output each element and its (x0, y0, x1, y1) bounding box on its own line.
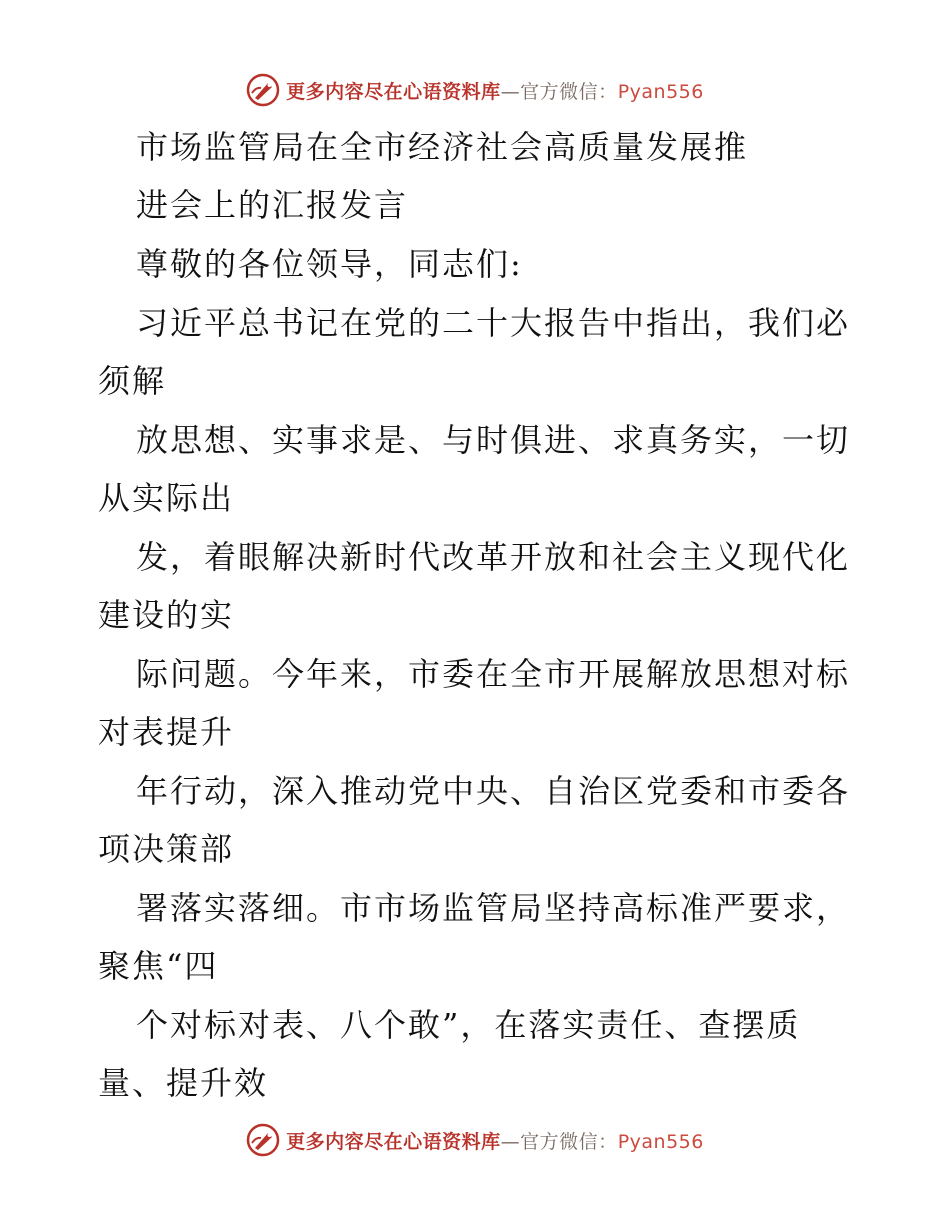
banner-dash: — (500, 80, 521, 103)
doc-paragraph-line: 从实际出 (98, 479, 235, 517)
doc-paragraph-line: 个对标对表、八个敢”，在落实责任、查摆质 (136, 1006, 801, 1044)
doc-paragraph-line: 年行动，深入推动党中央、自治区党委和市委各 (136, 772, 851, 810)
banner-main-text: 更多内容尽在心语资料库 (286, 80, 501, 103)
header-watermark-banner (0, 70, 950, 110)
doc-paragraph-line: 对表提升 (98, 713, 235, 751)
doc-salutation: 尊敬的各位领导，同志们: (136, 245, 523, 283)
pen-nib-logo-icon (246, 73, 280, 107)
doc-paragraph-line: 建设的实 (98, 596, 235, 634)
banner-main-text: 更多内容尽在心语资料库 (286, 1130, 501, 1153)
banner-dash: — (500, 1130, 521, 1153)
footer-watermark-banner (0, 1120, 950, 1160)
banner-official-label: 官方微信： (520, 1130, 618, 1153)
banner-wechat-id: Pyan556 (617, 1130, 704, 1153)
doc-title-line-1: 市场监管局在全市经济社会高质量发展推 (136, 128, 749, 166)
banner-text (286, 1127, 704, 1154)
doc-paragraph-line: 际问题。今年来，市委在全市开展解放思想对标 (136, 655, 851, 693)
doc-paragraph-line: 须解 (98, 362, 167, 400)
doc-paragraph-line: 习近平总书记在党的二十大报告中指出，我们必 (136, 304, 851, 342)
doc-paragraph-line: 项决策部 (98, 830, 235, 868)
banner-wechat-id: Pyan556 (617, 80, 704, 103)
doc-title-line-2: 进会上的汇报发言 (136, 186, 409, 224)
banner-official-label: 官方微信： (520, 80, 618, 103)
doc-paragraph-line: 署落实落细。市市场监管局坚持高标准严要求， (136, 889, 851, 927)
banner-text (286, 77, 704, 104)
doc-paragraph-line: 发，着眼解决新时代改革开放和社会主义现代化 (136, 538, 851, 576)
doc-paragraph-line: 量、提升效 (98, 1064, 269, 1102)
pen-nib-logo-icon (246, 1123, 280, 1157)
doc-paragraph-line: 放思想、实事求是、与时俱进、求真务实，一切 (136, 421, 851, 459)
doc-paragraph-line: 聚焦“四 (98, 947, 219, 985)
